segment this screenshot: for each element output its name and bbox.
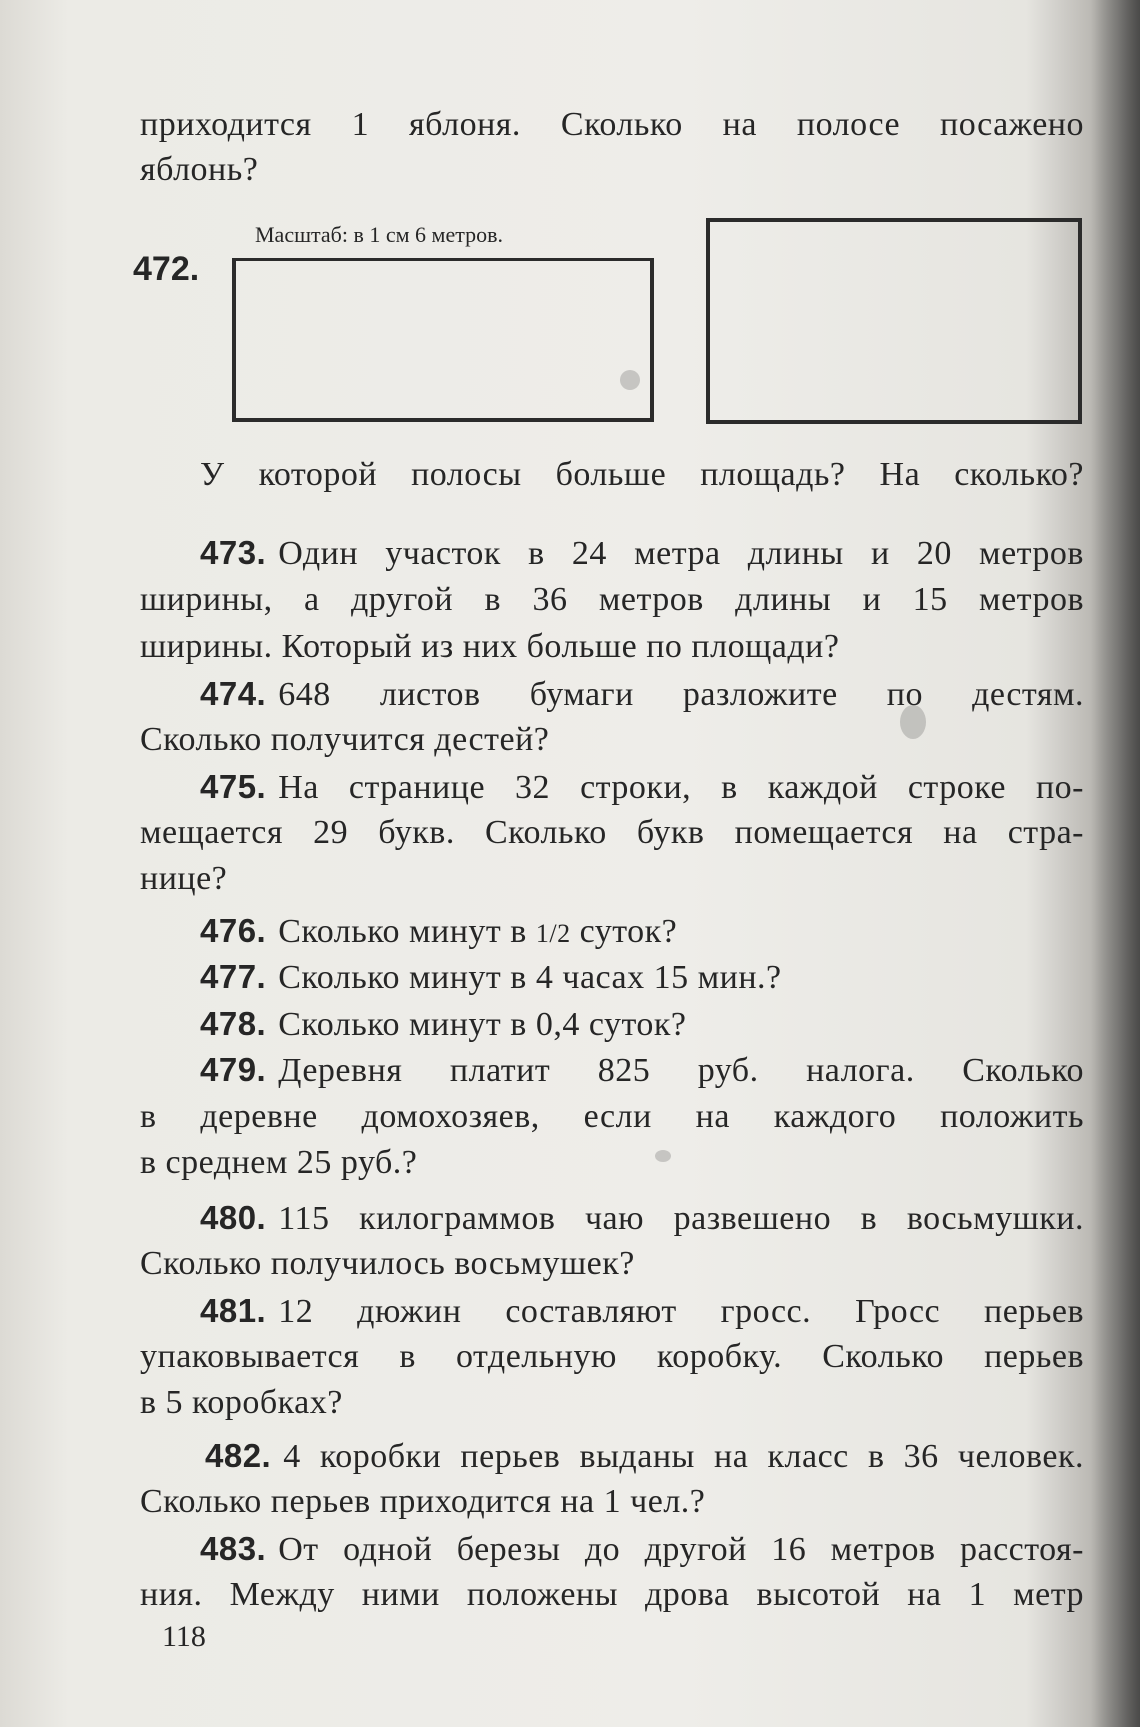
- strip-rectangle-left: [232, 258, 654, 422]
- problem-479-line-3: в среднем 25 руб.?: [140, 1144, 418, 1181]
- page-number: 118: [162, 1620, 206, 1653]
- problem-483-line-2: ния. Между ними положены дрова высотой на 1 метр: [140, 1576, 1084, 1613]
- problem-481-line-1: 481. 12 дюжин составляют гросс. Гросс перьев: [200, 1292, 1084, 1330]
- problem-479-line-1: 479. Деревня платит 825 руб. налога. Сколько: [200, 1051, 1084, 1089]
- problem-number: 472.: [133, 250, 200, 288]
- problem-482-line-2: Сколько перьев приходится на 1 чел.?: [140, 1483, 706, 1520]
- strip-rectangle-right: [706, 218, 1082, 424]
- problem-480-line-2: Сколько получилось восьмушек?: [140, 1245, 635, 1282]
- problem-number: 474.: [200, 675, 267, 712]
- text-line: яблонь?: [140, 151, 259, 188]
- problem-475-line-3: нице?: [140, 860, 228, 897]
- problem-number: 475.: [200, 768, 267, 805]
- problem-475-line-1: 475. На странице 32 строки, в каждой строке по-: [200, 768, 1084, 806]
- scale-caption: Масштаб: в 1 см 6 метров.: [255, 222, 504, 247]
- problem-number: 479.: [200, 1051, 267, 1088]
- problem-482-line-1: 482. 4 коробки перьев выданы на класс в 36 человек.: [205, 1437, 1084, 1475]
- figure-question: У которой полосы больше площадь? На сколько?: [200, 456, 1084, 493]
- problem-473-line-1: 473. Один участок в 24 метра длины и 20 метров: [200, 534, 1084, 572]
- problem-number: 481.: [200, 1292, 267, 1329]
- problem-473-line-2: ширины, а другой в 36 метров длины и 15 метров: [140, 581, 1084, 618]
- problem-number: 473.: [200, 534, 267, 571]
- problem-number: 477.: [200, 958, 267, 995]
- problem-number: 478.: [200, 1005, 267, 1042]
- problem-number: 480.: [200, 1199, 267, 1236]
- problem-number: 483.: [200, 1530, 267, 1567]
- problem-481-line-3: в 5 коробках?: [140, 1384, 343, 1421]
- problem-474-line-1: 474. 648 листов бумаги разложите по дестям.: [200, 675, 1084, 713]
- problem-483-line-1: 483. От одной березы до другой 16 метров расстоя-: [200, 1530, 1084, 1568]
- text-line: приходится 1 яблоня. Сколько на полосе посажено: [140, 106, 1084, 143]
- problem-number: 476.: [200, 912, 267, 949]
- problem-473-line-3: ширины. Который из них больше по площади?: [140, 628, 840, 665]
- problem-476: 476. Сколько минут в 1/2 суток?: [200, 912, 678, 950]
- problem-number: 482.: [205, 1437, 272, 1474]
- problem-481-line-2: упаковывается в отдельную коробку. Сколько перьев: [140, 1338, 1084, 1375]
- problem-479-line-2: в деревне домохозяев, если на каждого положить: [140, 1098, 1084, 1135]
- problem-475-line-2: мещается 29 букв. Сколько букв помещается на стра-: [140, 814, 1084, 851]
- problem-474-line-2: Сколько получится дестей?: [140, 721, 550, 758]
- problem-477: 477. Сколько минут в 4 часах 15 мин.?: [200, 958, 782, 996]
- problem-480-line-1: 480. 115 килограммов чаю развешено в восьмушки.: [200, 1199, 1084, 1237]
- page-edge-shadow: [1090, 0, 1140, 1727]
- problem-478: 478. Сколько минут в 0,4 суток?: [200, 1005, 687, 1043]
- fraction: 1/2: [535, 919, 571, 948]
